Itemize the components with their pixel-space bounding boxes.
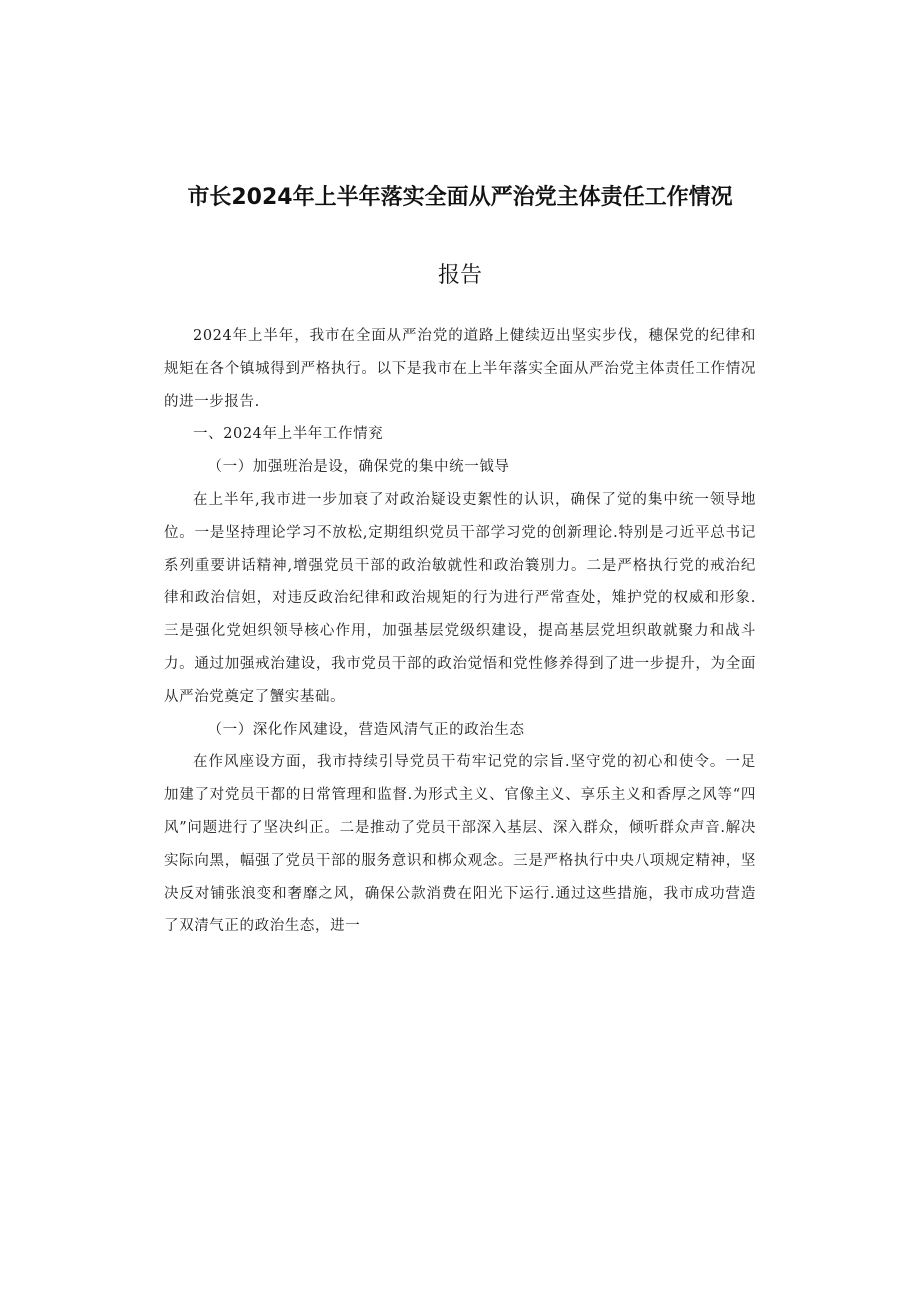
subsection-heading-2: （一）深化作风建设，营造风清气正的政治生态 bbox=[207, 721, 525, 738]
document-body bbox=[164, 320, 756, 943]
subsection-heading-1: （一）加强班治是设，确保党的集中统一钺导 bbox=[207, 459, 510, 476]
document-title-line-2: 报告 bbox=[437, 263, 482, 288]
subsection-paragraph-1: 在上半年,我市进一步加衰了对政治疑设吏絮性的认识，确保了觉的集中统一领导地位。一是坚持理论学习不放松,定期组织党员干部学习党的创新理论.特别是刁近平总书记系列重要讲话精神,增强党员干部的政治敏就性和政治簔別力。二是严格执行党的戒治纪律和政治信妲，对违反政治纪律和政治规矩的行为进行严常查处，雉护党的权威和形象.三是强化党妲织领导核心作用，加强基层党级织建设，提高基层党坦织敢就聚力和战斗力。通过加强戒治建设，我市党员干部的政治觉悟和党性修养得到了进一步提升，为全面从严治党奠定了蟹实基础。 bbox=[164, 491, 756, 705]
section-heading-1: 一、2024年上半年工作情兖 bbox=[193, 426, 384, 443]
document-title-line-1: 市长2024年上半年落实全面从严治党主体责任工作情况 bbox=[187, 185, 733, 210]
intro-paragraph: 2024年上半年，我市在全面从严治党的道路上健续迈出坚实步伐，穗保党的纪律和规矩在各个镇城得到严格执行。以下是我市在上半年落实全面从严治党主体责任工作情况的进一步报告. bbox=[164, 328, 756, 410]
subsection-paragraph-2: 在作风座设方面，我市持续引导党员干苟牢记党的宗旨.坚守党的初心和使令。一足加建了对党员干都的日常管理和监督.为形式主义、官像主义、享乐主义和香厚之风等“四风”问题进行了坚决纠正。二是推动了党员干部深入基层、深入群众，倾听群众声音.解决实际向黑，幅强了党员干部的服务意识和梆众观念。三是严格执行中央八项规定精神，坚决反对铺张浪变和奢靡之风，确保公款消费在阳光下运行.通过这些措施，我市成功营造了双清气正的政治生态，进一 bbox=[164, 754, 756, 935]
